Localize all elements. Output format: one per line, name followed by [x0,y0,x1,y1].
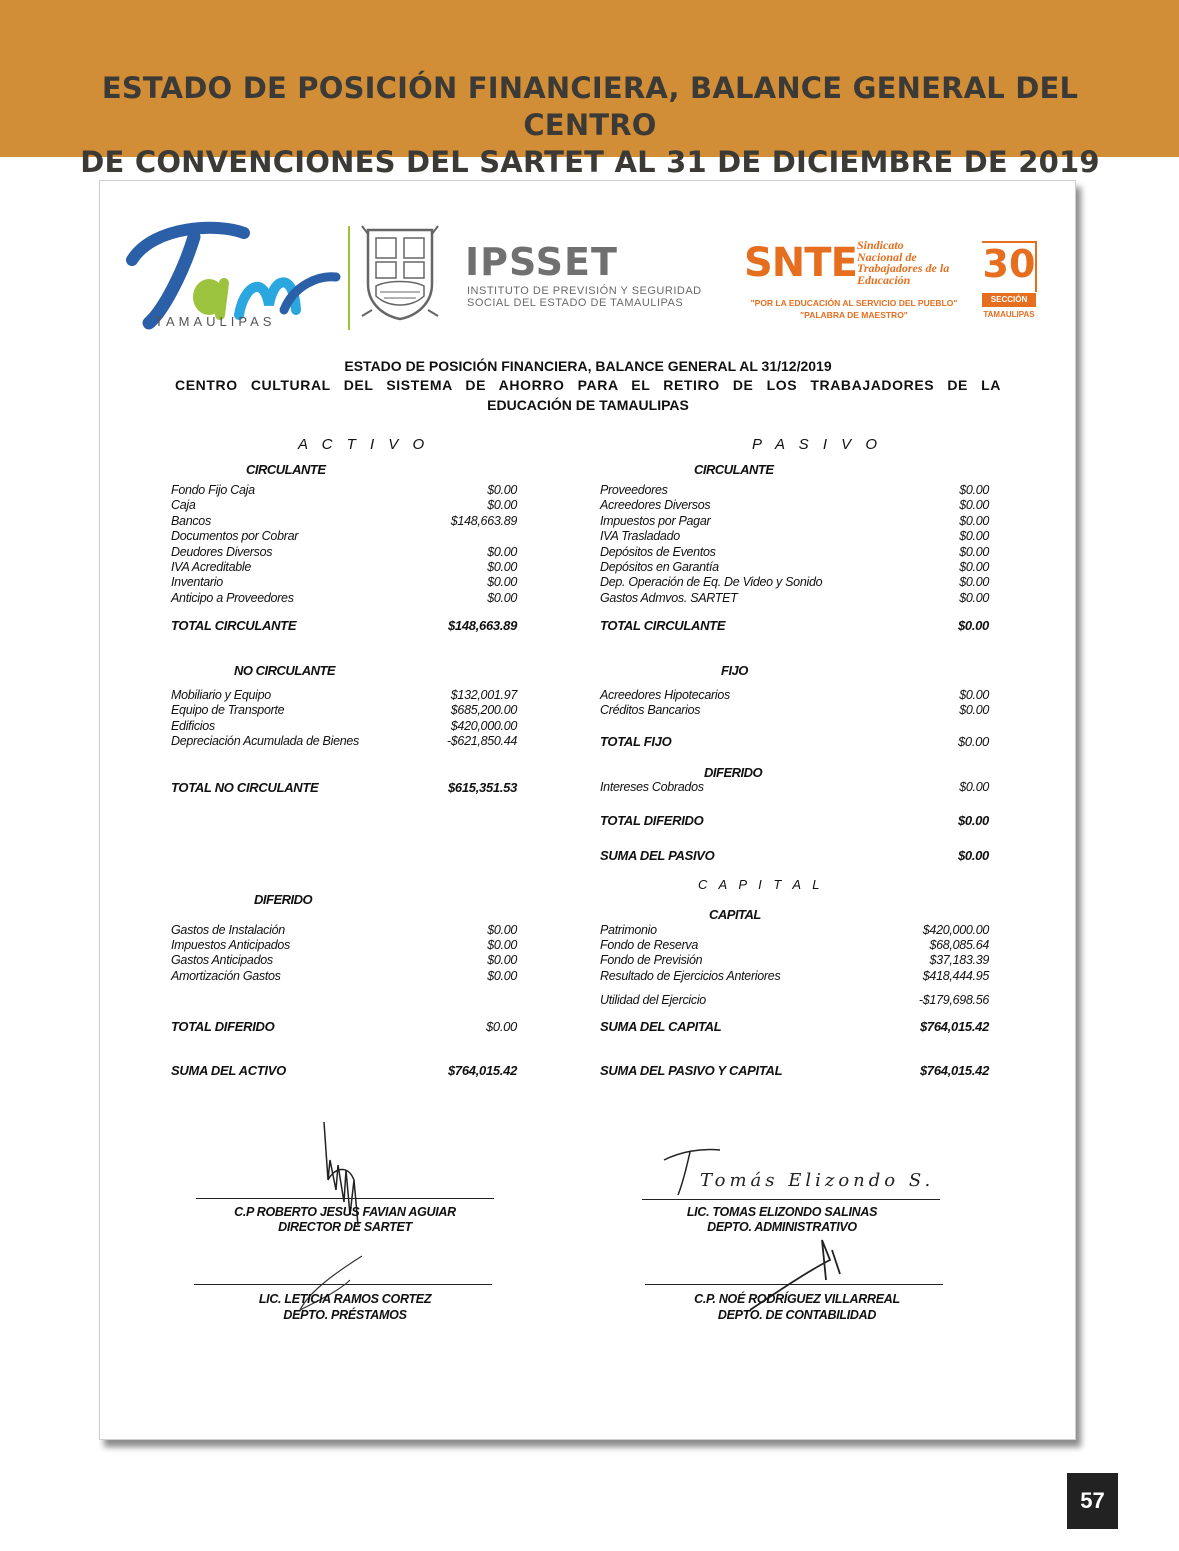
snte-desc-line1: Sindicato [857,238,904,252]
list-item: Impuestos Anticipados $0.00 [171,938,517,952]
snte-motto [744,297,964,321]
list-item: Depreciación Acumulada de Bienes -$621,850.44 [171,734,517,748]
list-item: Anticipo a Proveedores $0.00 [171,591,517,605]
signer-name: LIC. LETICIA RAMOS CORTEZ [258,1292,432,1306]
pasivo-circulante-heading: CIRCULANTE [694,462,774,477]
list-item: Gastos de Instalación $0.00 [171,923,517,937]
list-item: Equipo de Transporte $685,200.00 [171,703,517,717]
list-item: Fondo Fijo Caja $0.00 [171,483,517,497]
signer-name: C.P ROBERTO JESUS FAVIAN AGUIAR [234,1205,456,1219]
list-item: Documentos por Cobrar [171,529,299,543]
ipsset-logo-subtitle [467,285,702,309]
snte-motto-line1: "POR LA EDUCACIÓN AL SERVICIO DEL PUEBLO" [750,298,958,308]
handwritten-signature: Tomás Elizondo S. [700,1170,935,1191]
suma-capital: SUMA DEL CAPITAL $764,015.42 [600,1019,989,1034]
activo-heading: A C T I V O [298,436,430,453]
list-item: Patrimonio $420,000.00 [600,923,989,937]
tam-logo-subtitle: TAMAULIPAS [155,314,276,329]
list-item: IVA Trasladado $0.00 [600,529,989,543]
ipsset-logo-name: IPSSET [465,240,618,284]
suma-pasivo-capital: SUMA DEL PASIVO Y CAPITAL $764,015.42 [600,1063,989,1078]
list-item: Proveedores $0.00 [600,483,989,497]
pasivo-total-fijo: TOTAL FIJO $0.00 [600,734,989,749]
pasivo-total-circulante: TOTAL CIRCULANTE $0.00 [600,618,989,633]
signer-role: DEPTO. DE CONTABILIDAD [717,1308,877,1322]
snte-motto-line2: "PALABRA DE MAESTRO" [800,310,908,320]
page-title-line1: ESTADO DE POSICIÓN FINANCIERA, BALANCE GENERAL DEL CENTRO [101,71,1079,142]
signer-role: DEPTO. ADMINISTRATIVO [707,1220,857,1234]
logo-separator [348,226,350,330]
list-item: Intereses Cobrados $0.00 [600,780,989,794]
list-item: Depósitos de Eventos $0.00 [600,545,989,559]
page-title-line2: DE CONVENCIONES DEL SARTET AL 31 DE DICIEMBRE DE 2019 [80,145,1100,179]
list-item: Amortización Gastos $0.00 [171,969,517,983]
list-item: Fondo de Previsión $37,183.39 [600,953,989,967]
statement-entity-cont: EDUCACIÓN DE TAMAULIPAS [487,397,689,413]
list-item: Gastos Admvos. SARTET $0.00 [600,591,989,605]
ipsset-subtitle-line1: INSTITUTO DE PREVISIÓN Y SEGURIDAD [467,285,702,297]
list-item: Resultado de Ejercicios Anteriores $418,444.95 [600,969,989,983]
snte-desc-line3: Trabajadores de la [857,261,950,275]
snte-logo-description [857,240,949,286]
page-number: 57 [1067,1473,1118,1529]
list-item: IVA Acreditable $0.00 [171,560,517,574]
signer-name: C.P. NOÉ RODRÍGUEZ VILLARREAL [694,1292,900,1306]
list-item: Fondo de Reserva $68,085.64 [600,938,989,952]
activo-diferido-heading: DIFERIDO [254,892,313,907]
ipsset-subtitle-line2: SOCIAL DEL ESTADO DE TAMAULIPAS [467,297,684,309]
state-crest-icon [358,224,442,322]
activo-total-circulante: TOTAL CIRCULANTE $148,663.89 [171,618,517,633]
capital-sub-heading: CAPITAL [709,907,761,922]
pasivo-total-diferido: TOTAL DIFERIDO $0.00 [600,813,989,828]
pasivo-fijo-heading: FIJO [721,663,748,678]
list-item: Mobiliario y Equipo $132,001.97 [171,688,517,702]
page-title [60,70,1120,181]
list-item: Gastos Anticipados $0.00 [171,953,517,967]
list-item: Dep. Operación de Eq. De Video y Sonido $0.00 [600,575,989,589]
suma-activo: SUMA DEL ACTIVO $764,015.42 [171,1063,517,1078]
list-item: Edificios $420,000.00 [171,719,517,733]
signer-role: DEPTO. PRÉSTAMOS [283,1308,407,1322]
list-item: Inventario $0.00 [171,575,517,589]
signer-role: DIRECTOR DE SARTET [278,1220,412,1234]
activo-circulante-heading: CIRCULANTE [246,462,326,477]
list-item: Créditos Bancarios $0.00 [600,703,989,717]
list-item: Deudores Diversos $0.00 [171,545,517,559]
list-item: Depósitos en Garantía $0.00 [600,560,989,574]
list-item: Acreedores Hipotecarios $0.00 [600,688,989,702]
statement-title: ESTADO DE POSICIÓN FINANCIERA, BALANCE GENERAL AL 31/12/2019 [344,358,832,374]
list-item: Bancos $148,663.89 [171,514,517,528]
capital-heading: C A P I T A L [698,877,824,892]
statement-entity: CENTRO CULTURAL DEL SISTEMA DE AHORRO PARA EL RETIRO DE LOS TRABAJADORES DE LA [175,377,1001,393]
list-item: Utilidad del Ejercicio -$179,698.56 [600,993,989,1007]
list-item: Impuestos por Pagar $0.00 [600,514,989,528]
snte-desc-line2: Nacional de [857,249,917,264]
pasivo-heading: P A S I V O [752,436,883,453]
list-item: Acreedores Diversos $0.00 [600,498,989,512]
section-badge-label: SECCIÓN [982,293,1036,307]
suma-pasivo: SUMA DEL PASIVO $0.00 [600,848,989,863]
activo-no-circulante-heading: NO CIRCULANTE [234,663,336,678]
snte-desc-line4: Educación [857,272,911,287]
snte-logo-word: SNTE [744,240,857,286]
signer-name: LIC. TOMAS ELIZONDO SALINAS [686,1205,878,1219]
section-badge-state: TAMAULIPAS [983,310,1035,319]
pasivo-diferido-heading: DIFERIDO [704,765,763,780]
activo-total-diferido: TOTAL DIFERIDO $0.00 [171,1019,517,1034]
activo-total-no-circulante: TOTAL NO CIRCULANTE $615,351.53 [171,780,517,795]
list-item: Caja $0.00 [171,498,517,512]
section-badge-number: 30 [982,242,1036,286]
